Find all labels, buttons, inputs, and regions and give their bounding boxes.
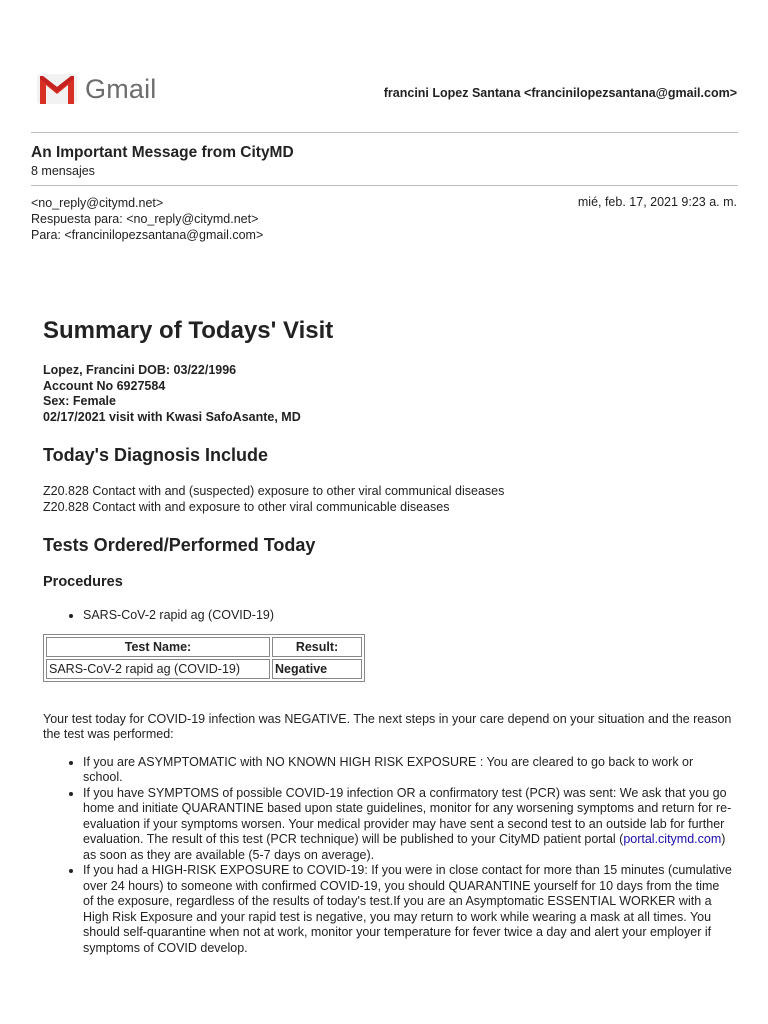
test-name-cell: SARS-CoV-2 rapid ag (COVID-19)	[46, 659, 270, 679]
diagnosis-heading: Today's Diagnosis Include	[43, 445, 268, 465]
thread-subject: An Important Message from CityMD	[31, 144, 294, 161]
list-item	[83, 786, 733, 864]
result-header: Result:	[272, 637, 362, 657]
table-row	[46, 659, 362, 679]
result-cell: Negative	[272, 659, 362, 679]
reply-to: Respuesta para: <no_reply@citymd.net>	[31, 212, 259, 226]
step2-text-end: ) as soon as they are available (5-7 days on average).	[83, 832, 726, 862]
procedures-heading: Procedures	[43, 574, 123, 590]
message-body	[43, 317, 733, 956]
gmail-wordmark: Gmail	[85, 73, 157, 104]
gmail-logo	[36, 72, 157, 106]
procedure-item: • SARS-CoV-2 rapid ag (COVID-19)	[83, 608, 733, 624]
list-item: • If you had a HIGH-RISK EXPOSURE to COVID-19: If you were in close contact for more than 15 minutes (cumulative over 24 hours) to someone with confirmed COVID-19, you should QUARANTINE yourself for 10 days from the time of the exposure, regardless of the results of today's test.If you are an Asymptomatic ESSENTIAL WORKER with a High Risk Exposure and your rapid test is negative, you may return to work while wearing a mask at all times. You should self-quarantine when not at work, monitor your temperature for fever twice a day and alert your employer if symptoms of COVID develop.	[83, 863, 733, 956]
patient-sex: Sex: Female	[43, 394, 116, 408]
tests-heading: Tests Ordered/Performed Today	[43, 535, 316, 555]
recipient: Para: <francinilopezsantana@gmail.com>	[31, 228, 264, 242]
diagnosis-item: Z20.828 Contact with and (suspected) exposure to other viral communical diseases	[43, 484, 505, 498]
gmail-envelope-icon	[36, 72, 78, 106]
portal-link[interactable]: portal.citymd.com	[623, 832, 722, 846]
message-date: mié, feb. 17, 2021 9:23 a. m.	[577, 195, 737, 209]
visit-provider: 02/17/2021 visit with Kwasi SafoAsante, MD	[43, 409, 301, 424]
divider	[31, 185, 738, 186]
next-steps-list	[43, 755, 733, 957]
message-count: 8 mensajes	[31, 164, 95, 178]
visit-summary-title: Summary of Todays' Visit	[43, 317, 334, 344]
diagnosis-list	[43, 484, 733, 515]
result-paragraph: Your test today for COVID-19 infection was NEGATIVE. The next steps in your care depend on your situation and the reason the test was performed:	[43, 711, 732, 741]
step2-text: If you have SYMPTOMS of possible COVID-19 infection OR a confirmatory test (PCR) was sent: We ask that you go home and initiate QUARANTINE based upon state guidelines, monitor for any worsening symptoms and return for re-evaluation if your symptoms worsen. Your medical provider may have sent a second test to an outside lab for further evaluation. The result of this test (PCR technique) will be published to your CityMD patient portal (	[83, 785, 732, 846]
account-number: Account No 6927584	[43, 378, 166, 393]
table-header-row	[46, 637, 362, 657]
divider	[31, 132, 738, 133]
patient-name-dob: Lopez, Francini DOB: 03/22/1996	[43, 363, 237, 377]
account-email: francini Lopez Santana <francinilopezsantana@gmail.com>	[383, 86, 737, 100]
patient-info	[43, 363, 733, 425]
list-item: • If you are ASYMPTOMATIC with NO KNOWN HIGH RISK EXPOSURE : You are cleared to go back to work or school.	[83, 755, 733, 786]
sender: <no_reply@citymd.net>	[31, 196, 164, 210]
diagnosis-item: Z20.828 Contact with and exposure to other viral communicable diseases	[43, 499, 450, 514]
message-headers	[31, 195, 263, 243]
test-results-table	[43, 634, 365, 682]
procedures-list	[43, 608, 733, 624]
test-name-header: Test Name:	[46, 637, 270, 657]
